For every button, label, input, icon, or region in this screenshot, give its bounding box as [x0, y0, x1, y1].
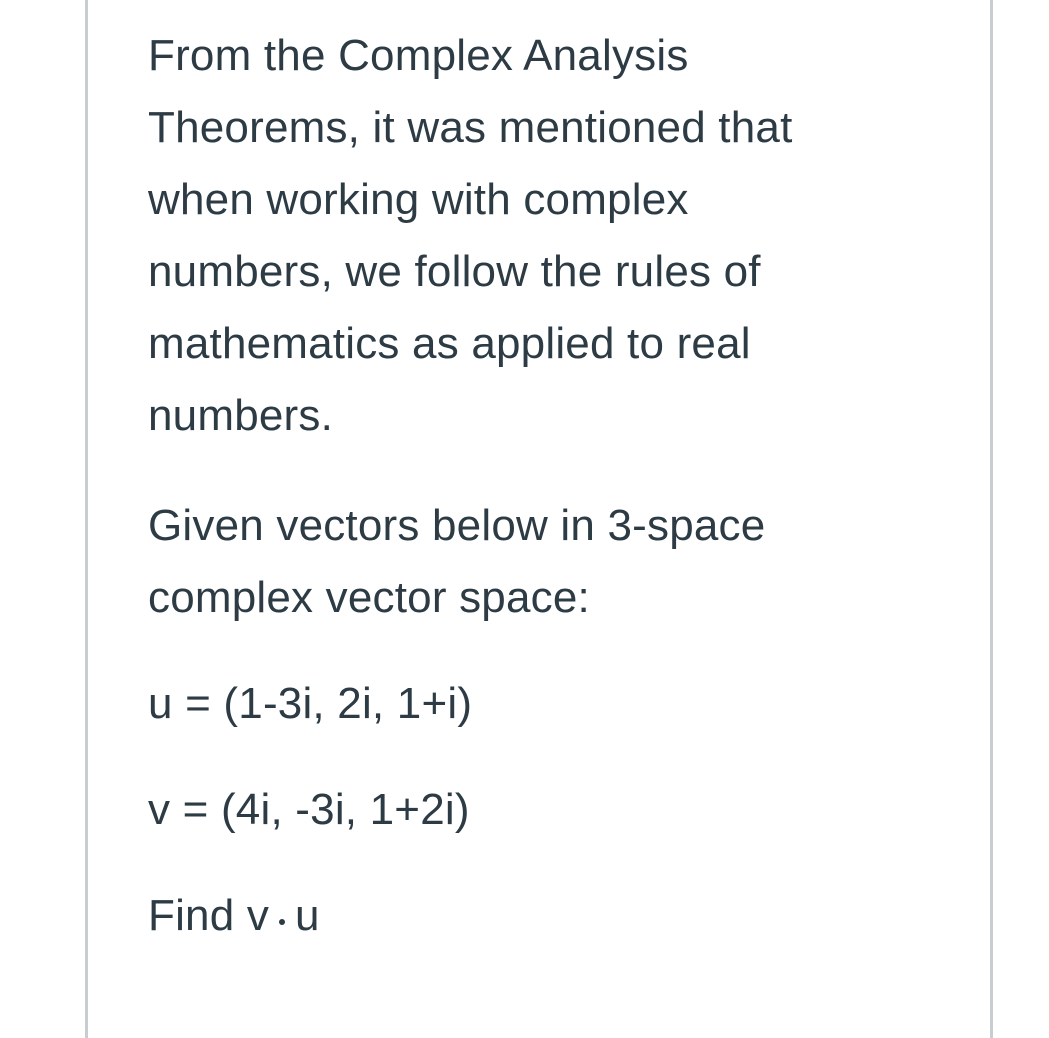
find-prefix: Find v [148, 891, 270, 940]
vector-v: v = (4i, -3i, 1+2i) [148, 785, 470, 834]
question-content [148, 20, 868, 952]
dot-product-icon [279, 919, 285, 925]
intro-paragraph: From the Complex Analysis Theorems, it was mentioned that when working with complex numbers, we follow the rules of mathematics as applied to real numbers. [148, 31, 793, 440]
find-suffix: u [295, 891, 320, 940]
given-paragraph: Given vectors below in 3-space complex vector space: [148, 501, 766, 622]
vector-u: u = (1-3i, 2i, 1+i) [148, 679, 473, 728]
find-instruction [148, 880, 868, 952]
